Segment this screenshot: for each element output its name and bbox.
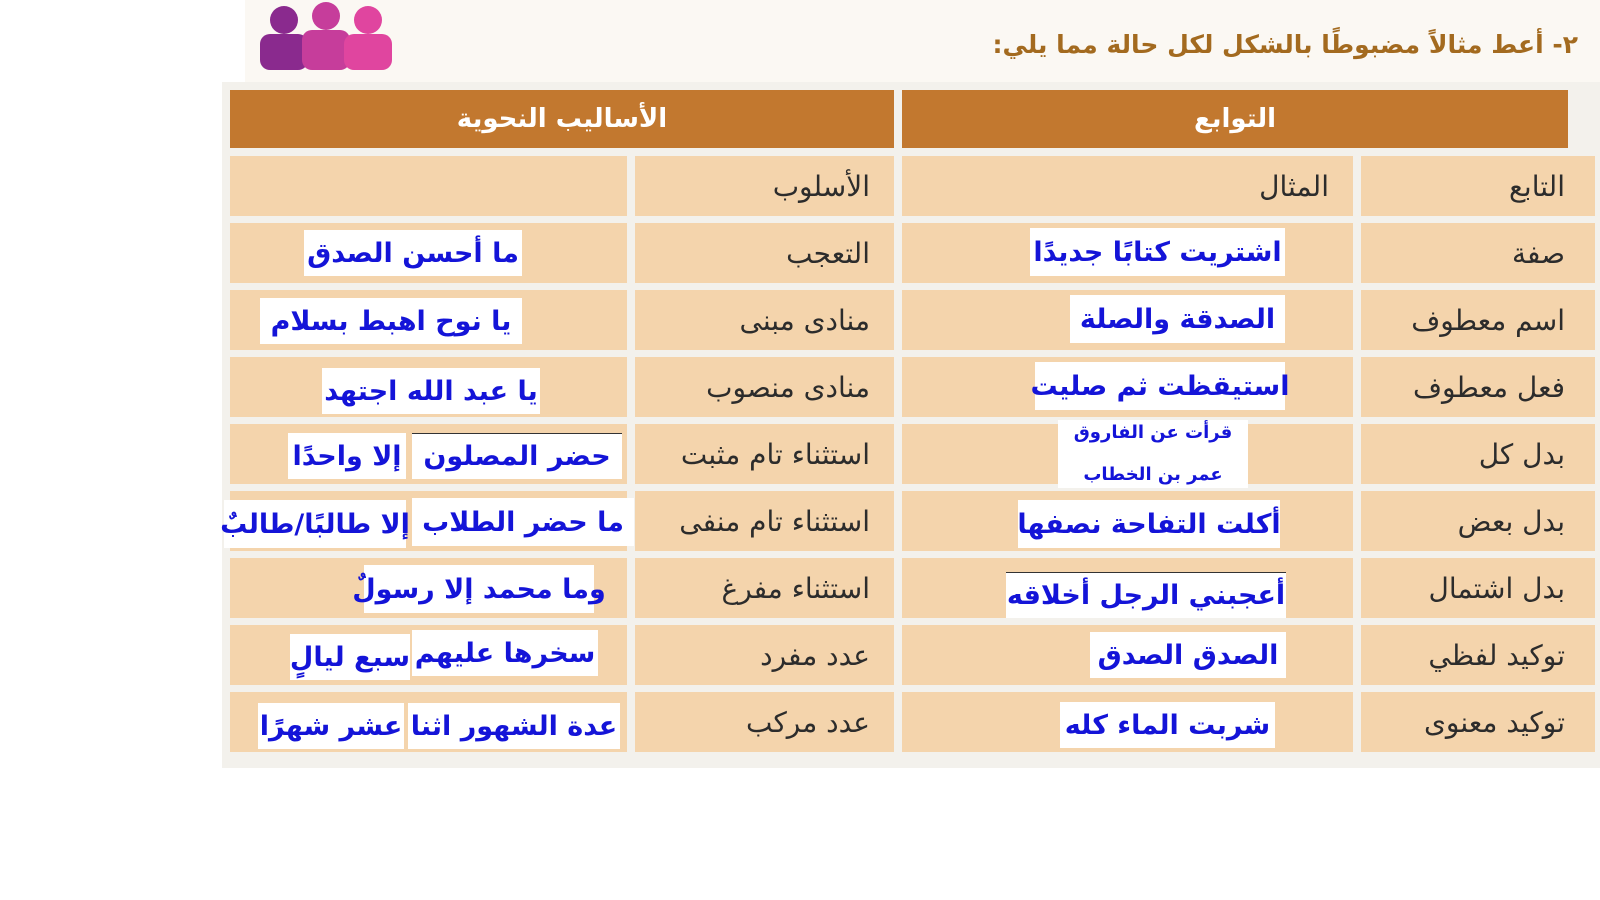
subheader-uslub: الأسلوب bbox=[772, 169, 870, 203]
mithal-answer: شربت الماء كله bbox=[1060, 702, 1275, 748]
uslub-label: منادى مبنى bbox=[739, 303, 870, 337]
table-row bbox=[1361, 625, 1595, 685]
table-row bbox=[1361, 558, 1595, 618]
tabi-label: اسم معطوف bbox=[1411, 303, 1565, 337]
uslub-label: عدد مفرد bbox=[760, 638, 870, 672]
subheader-mithal-cell bbox=[902, 156, 1353, 216]
mithal-answer-line-1: قرأت عن الفاروق bbox=[1073, 422, 1233, 443]
uslub-label: استثناء تام منفى bbox=[679, 504, 870, 538]
header-asalib: الأساليب النحوية bbox=[230, 90, 894, 148]
uslub-cell bbox=[635, 223, 894, 283]
example-answer-part-2: إلا واحدًا bbox=[288, 433, 406, 479]
uslub-label: التعجب bbox=[786, 236, 870, 270]
table-row bbox=[1361, 290, 1595, 350]
uslub-cell bbox=[635, 692, 894, 752]
uslub-cell bbox=[635, 491, 894, 551]
example-answer: ما أحسن الصدق bbox=[304, 230, 522, 276]
tabi-label: بدل كل bbox=[1478, 437, 1565, 471]
uslub-cell bbox=[635, 558, 894, 618]
subheader-tabi-cell bbox=[1361, 156, 1595, 216]
subheader-uslub-cell bbox=[635, 156, 894, 216]
mithal-answer: استيقظت ثم صليت bbox=[1035, 362, 1285, 410]
subheader-tabi: التابع bbox=[1509, 169, 1565, 203]
uslub-label: استثناء مفرغ bbox=[721, 571, 870, 605]
example-answer-part-2: سبع ليالٍ bbox=[290, 634, 410, 680]
example-answer: يا نوح اهبط بسلام bbox=[260, 298, 522, 344]
uslub-label: عدد مركب bbox=[745, 705, 870, 739]
example-answer-part-1: سخرها عليهم bbox=[412, 630, 598, 676]
tabi-label: فعل معطوف bbox=[1413, 370, 1565, 404]
question-title: ٢- أعط مثالاً مضبوطًا بالشكل لكل حالة مما يلي: bbox=[992, 30, 1578, 59]
table-row bbox=[1361, 491, 1595, 551]
tabi-label: توكيد لفظي bbox=[1428, 638, 1565, 672]
mithal-answer: اشتريت كتابًا جديدًا bbox=[1030, 228, 1285, 276]
uslub-cell bbox=[635, 424, 894, 484]
mithal-answer: أعجبني الرجل أخلاقه bbox=[1006, 572, 1286, 618]
uslub-cell bbox=[635, 290, 894, 350]
example-answer-part-1: حضر المصلون bbox=[412, 433, 622, 479]
example-answer-part-1: ما حضر الطلاب bbox=[412, 498, 634, 546]
people-group-icon bbox=[258, 2, 398, 72]
table-row bbox=[1361, 357, 1595, 417]
example-answer-part-1: عدة الشهور اثنا bbox=[408, 703, 620, 749]
uslub-label: منادى منصوب bbox=[706, 370, 870, 404]
table-row bbox=[1361, 223, 1595, 283]
tabi-label: بدل اشتمال bbox=[1428, 571, 1565, 605]
mithal-answer-line-2: عمر بن الخطاب bbox=[1083, 464, 1223, 485]
mithal-answer: الصدقة والصلة bbox=[1070, 295, 1285, 343]
uslub-label: استثناء تام مثبت bbox=[680, 437, 870, 471]
subheader-mithal: المثال bbox=[1259, 169, 1329, 203]
subheader-empty-cell bbox=[230, 156, 627, 216]
example-answer-part-2: إلا طالبًا/طالبٌ bbox=[224, 500, 406, 548]
tabi-label: توكيد معنوى bbox=[1424, 705, 1565, 739]
table-row bbox=[1361, 424, 1595, 484]
table-row bbox=[1361, 692, 1595, 752]
example-answer-part-2: عشر شهرًا bbox=[258, 703, 404, 749]
tabi-label: بدل بعض bbox=[1457, 504, 1565, 538]
mithal-answer: الصدق الصدق bbox=[1090, 632, 1286, 678]
mithal-answer: أكلت التفاحة نصفها bbox=[1018, 500, 1280, 548]
example-answer: وما محمد إلا رسولٌ bbox=[364, 565, 594, 613]
tabi-label: صفة bbox=[1512, 236, 1565, 270]
uslub-cell bbox=[635, 357, 894, 417]
example-answer: يا عبد الله اجتهد bbox=[322, 368, 540, 414]
uslub-cell bbox=[635, 625, 894, 685]
header-tawabi: التوابع bbox=[902, 90, 1568, 148]
